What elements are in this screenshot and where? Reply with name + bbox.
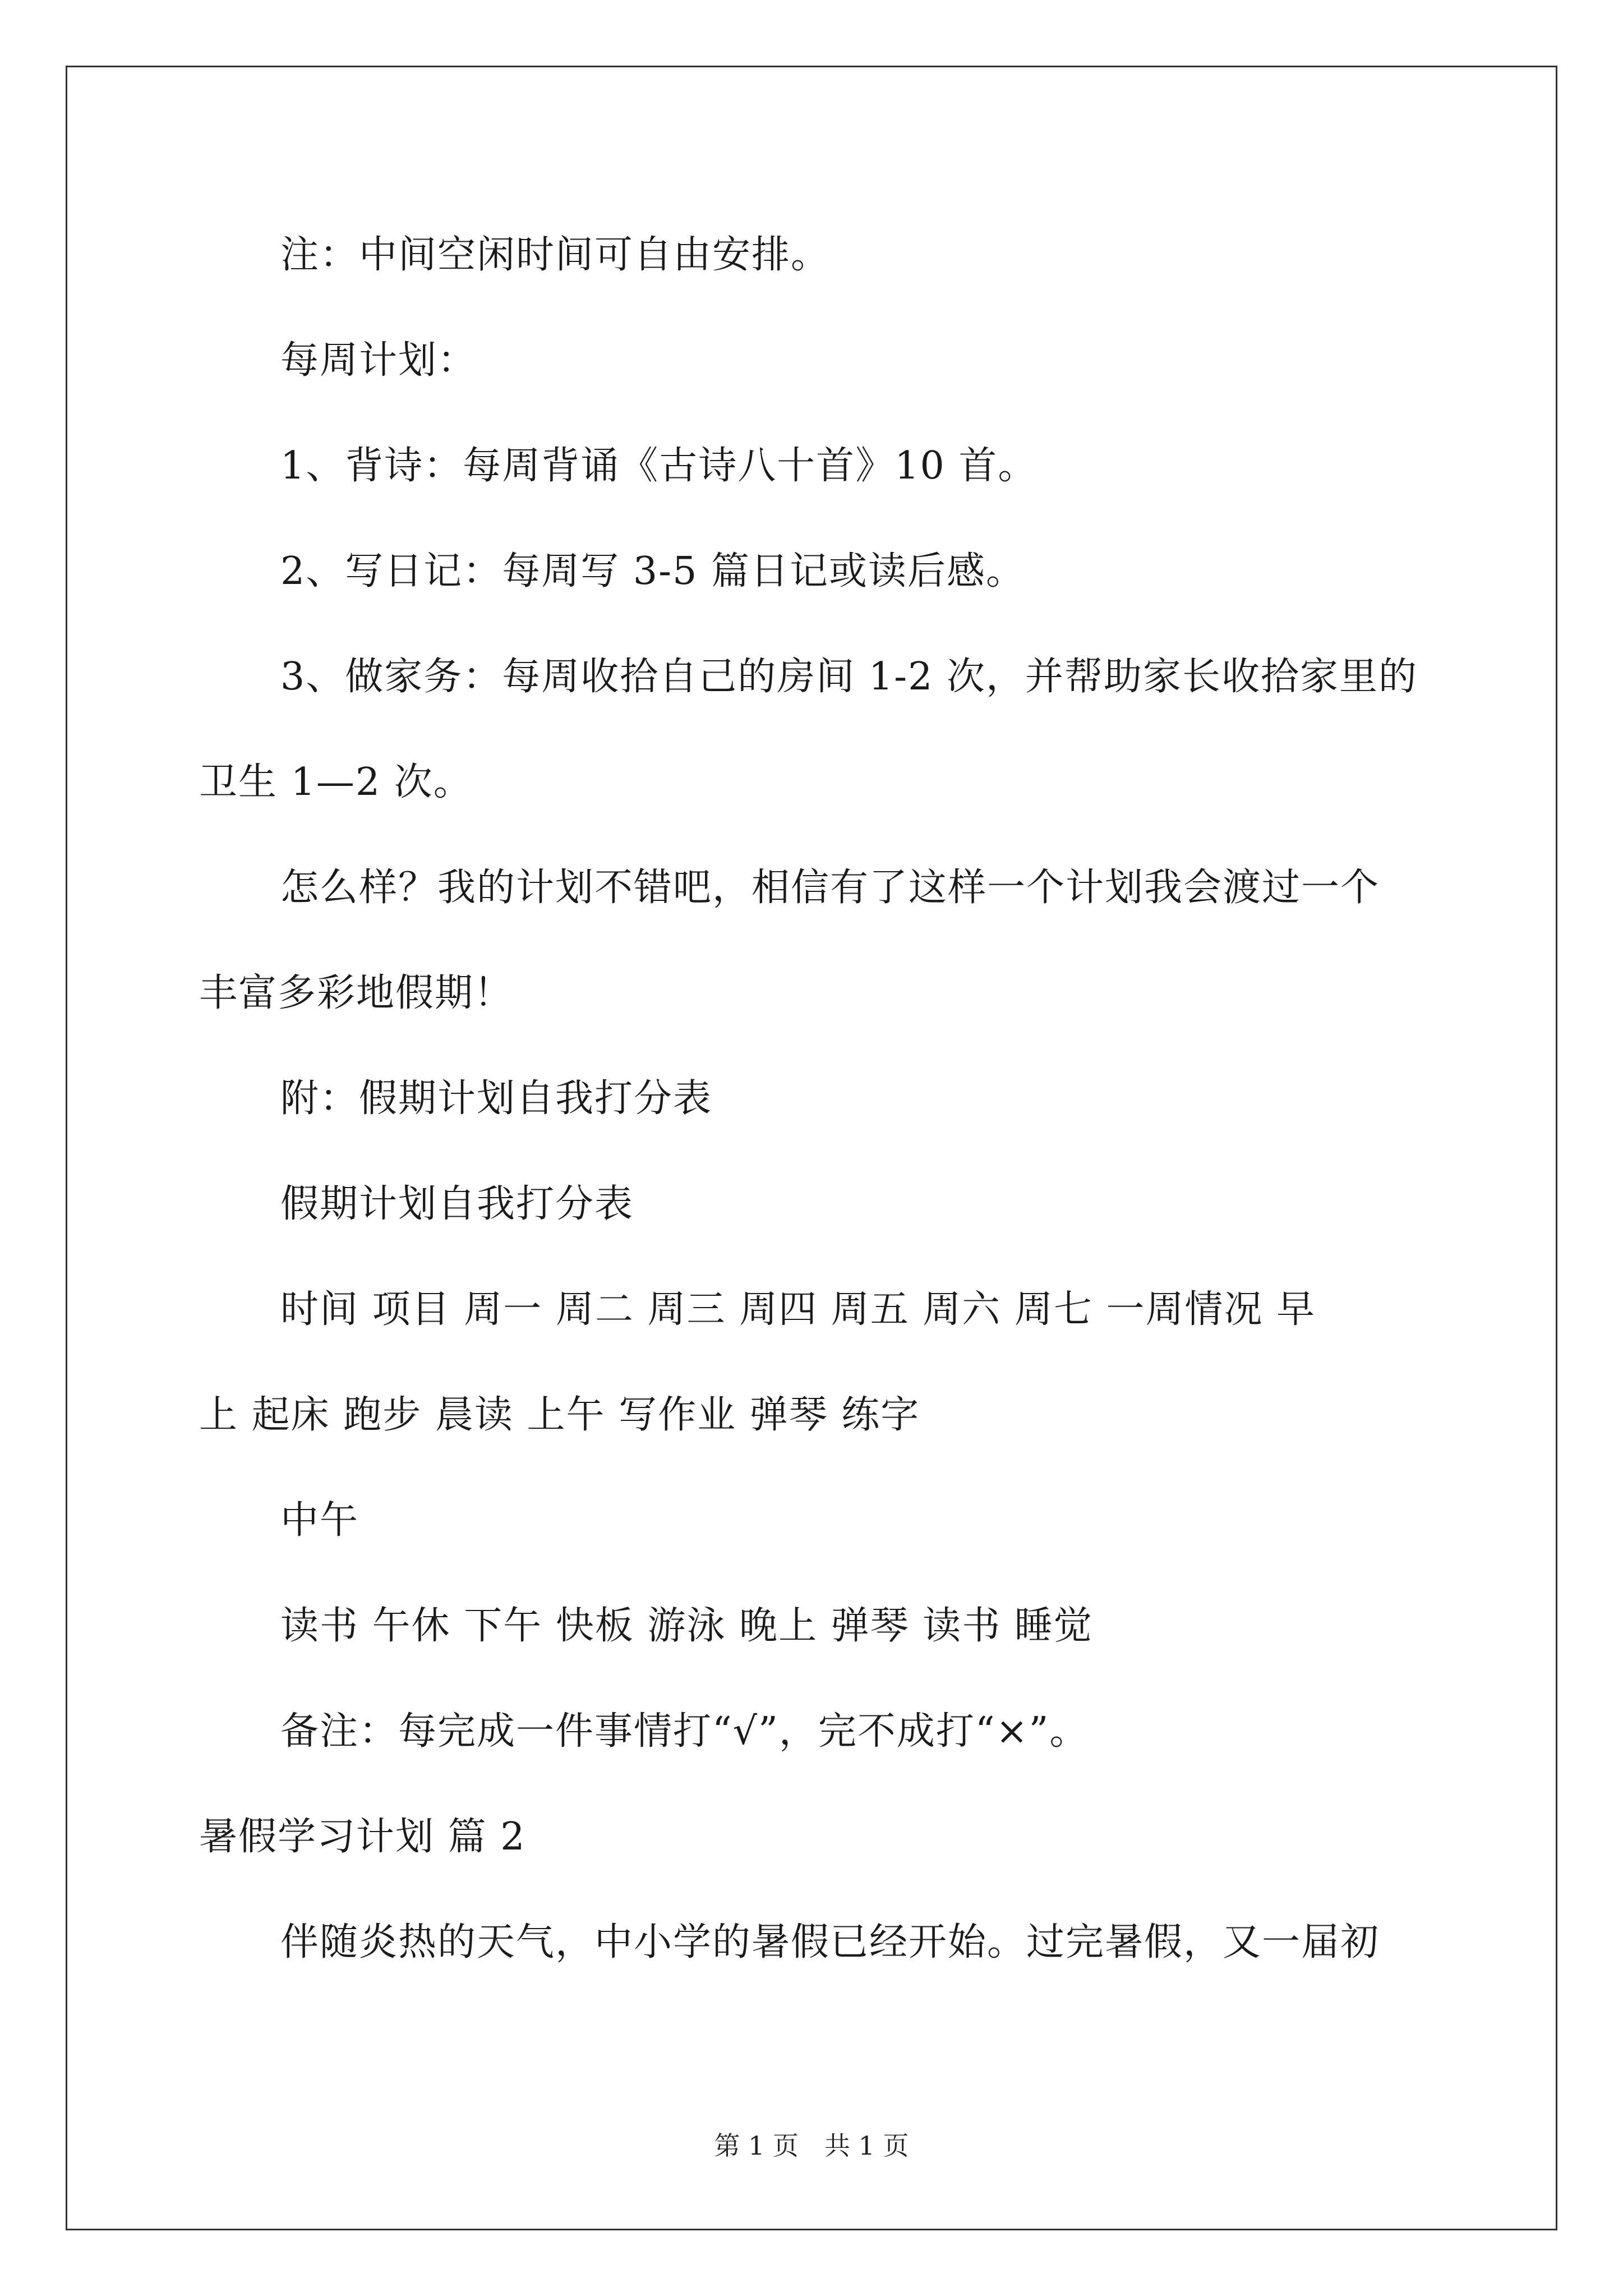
- page-footer: 第 1 页 共 1 页: [714, 2131, 909, 2161]
- summary-line-1: 怎么样？我的计划不错吧，相信有了这样一个计划我会渡过一个: [280, 866, 1380, 910]
- table-text-line-1: 时间 项目 周一 周二 周三 周四 周五 周六 周七 一周情况 早: [280, 1287, 1316, 1332]
- table-text-line-3: 中午: [280, 1498, 359, 1543]
- note-free-time: 注：中间空闲时间可自由安排。: [280, 233, 831, 277]
- plan-item-1: 1、背诗：每周背诵《古诗八十首》10 首。: [280, 444, 1038, 488]
- chapter-2-line-1: 伴随炎热的天气，中小学的暑假已经开始。过完暑假，又一届初: [280, 1920, 1380, 1964]
- remark-line: 备注：每完成一件事情打“√”，完不成打“×”。: [280, 1709, 1089, 1754]
- weekly-plan-title: 每周计划：: [280, 338, 477, 383]
- plan-item-2: 2、写日记：每周写 3-5 篇日记或读后感。: [280, 549, 1025, 593]
- plan-item-3-line-2: 卫生 1—2 次。: [199, 760, 473, 804]
- page-border: [66, 66, 1557, 2230]
- section-heading: 暑假学习计划 篇 2: [199, 1815, 526, 1859]
- summary-line-2: 丰富多彩地假期！: [199, 971, 514, 1015]
- appendix-line: 附：假期计划自我打分表: [280, 1076, 713, 1121]
- table-text-line-4: 读书 午休 下午 快板 游泳 晚上 弹琴 读书 睡觉: [280, 1604, 1093, 1648]
- table-text-line-2: 上 起床 跑步 晨读 上午 写作业 弹琴 练字: [199, 1393, 920, 1437]
- plan-item-3-line-1: 3、做家务：每周收拾自己的房间 1-2 次，并帮助家长收拾家里的: [280, 655, 1418, 699]
- table-title: 假期计划自我打分表: [280, 1182, 634, 1226]
